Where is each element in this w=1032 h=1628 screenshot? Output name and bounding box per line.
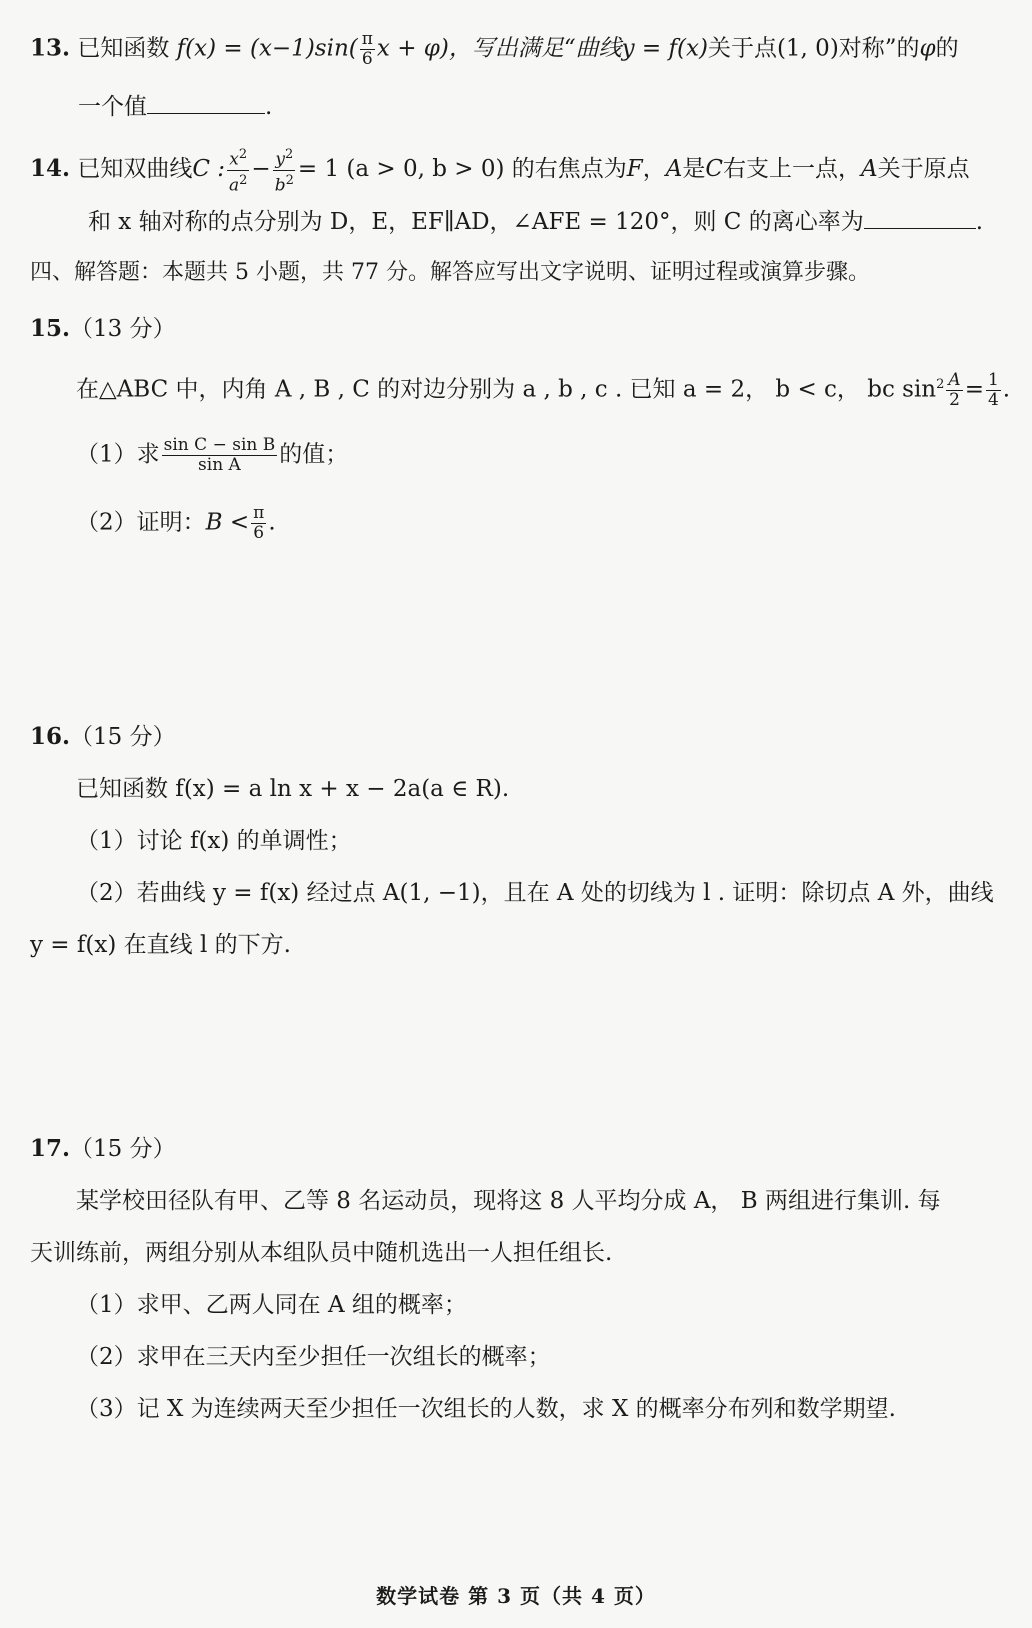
- q15-A: A: [948, 370, 961, 391]
- q14-a: a: [229, 175, 240, 196]
- q15-four: 4: [987, 390, 999, 411]
- q14-eq-tail: = 1 (a > 0, b > 0) 的右焦点为: [297, 156, 627, 183]
- q16-header: [30, 720, 176, 754]
- q17-stem: 某学校田径队有甲、乙等 8 名运动员，现将这 8 人平均分成 A， B 两组进行集训. 每: [76, 1188, 941, 1214]
- q14-line2-text: 和 x 轴对称的点分别为 D，E，EF∥AD，∠AFE = 120°，则 C 的离心率为: [88, 209, 864, 235]
- q14-A: A: [665, 156, 683, 183]
- q13-text-a: 已知函数: [77, 35, 170, 62]
- q16-score: （15 分）: [70, 724, 176, 750]
- q14-F: F: [626, 156, 643, 183]
- q17-part1: （1）求甲、乙两人同在 A 组的概率；: [76, 1292, 467, 1318]
- q14-line2: [88, 205, 983, 239]
- q17-stem-cont: 天训练前，两组分别从本组队员中随机选出一人担任组长.: [30, 1240, 613, 1266]
- q14-text-d: 右支上一点，: [722, 156, 861, 183]
- q15-squared: 2: [936, 377, 945, 392]
- q14-y: y: [275, 149, 285, 170]
- q14-C: C: [705, 156, 723, 183]
- q15-one: 1: [987, 370, 999, 391]
- q15-score: （13 分）: [70, 316, 176, 342]
- q15-part2: [76, 504, 276, 543]
- q13-line1: [30, 30, 959, 69]
- q15-stem-end: .: [1002, 376, 1011, 403]
- q14-line2-end: .: [975, 209, 984, 235]
- page-footer: 数学试卷 第 3 页（共 4 页）: [376, 1584, 656, 1608]
- q14-y2-over-b2: $\frac{y^2}{b^2}$: [274, 147, 294, 196]
- q15-one-quarter: [986, 371, 1001, 410]
- q15-den2: 2: [949, 390, 960, 411]
- q15-A-over-2: [946, 371, 962, 410]
- q13-number: 13.: [30, 34, 71, 62]
- q15-number: 15.: [30, 315, 71, 342]
- q14-curve: C :: [192, 156, 225, 183]
- q15-p1-a: （1）求: [76, 441, 160, 468]
- q15-stem: [76, 368, 1010, 410]
- q15-eq: =: [964, 376, 984, 403]
- q15-header: [30, 312, 176, 346]
- q14-text-c: 是: [682, 156, 706, 183]
- q13-formula-b: x + φ)，写出满足“曲线: [376, 35, 622, 62]
- q15-p2-pi: π: [253, 503, 265, 523]
- q15-p2-b: B <: [205, 509, 250, 536]
- q14-answer-blank[interactable]: [864, 206, 976, 229]
- q14-x: x: [229, 149, 239, 170]
- q16-part2-cont: y = f(x) 在直线 l 的下方.: [30, 932, 291, 958]
- q14-number: 14.: [30, 155, 71, 183]
- q14-line1: 14. 已知双曲线C : $\frac{x^2}{a^2}$ − $\frac{y^2}{b^2}$ = 1 (a > 0, b > 0) 的右焦点为F，A是C右支上一点，A关于原点: [30, 147, 970, 196]
- q14-text-e: 关于原点: [877, 156, 970, 183]
- section-heading: 四、解答题：本题共 5 小题，共 77 分。解答应写出文字说明、证明过程或演算步骤。: [30, 260, 870, 285]
- q14-text-b: ，: [642, 156, 666, 183]
- q13-phi: φ: [919, 35, 936, 62]
- q13-text-c: 的: [935, 35, 959, 62]
- q16-part2: （2）若曲线 y = f(x) 经过点 A(1, −1)，且在 A 处的切线为 l . 证明：除切点 A 外，曲线: [76, 880, 994, 906]
- q15-p2-end: .: [268, 509, 276, 536]
- q13-formula-c: y = f(x): [621, 35, 708, 62]
- q16-number: 16.: [30, 723, 71, 750]
- q17-part3: （3）记 X 为连续两天至少担任一次组长的人数，求 X 的概率分布列和数学期望.: [76, 1396, 896, 1422]
- q14-text-a: 已知双曲线: [77, 156, 193, 183]
- q13-pi-over-6: [360, 30, 375, 69]
- q13-six: 6: [361, 49, 373, 69]
- q15-p1-fraction: [162, 436, 278, 475]
- q15-p2-six: 6: [253, 523, 265, 543]
- q14-A2: A: [860, 156, 878, 183]
- q13-text-b: 关于点(1, 0)对称”的: [707, 35, 920, 62]
- q13-formula-a: f(x) = (x−1)sin(: [176, 35, 358, 62]
- q17-part2: （2）求甲在三天内至少担任一次组长的概率；: [76, 1344, 551, 1370]
- q15-stem-a: 在△ABC 中，内角 A , B , C 的对边分别为 a , b , c . 已知 a = 2， b < c， bc sin: [76, 376, 937, 403]
- q15-part1: [76, 436, 348, 475]
- q17-number: 17.: [30, 1135, 71, 1162]
- q16-stem: 已知函数 f(x) = a ln x + x − 2a(a ∈ R).: [76, 776, 510, 802]
- q15-p2-a: （2）证明：: [76, 509, 206, 536]
- q15-p1-den: sin A: [198, 455, 241, 475]
- q13-answer-blank[interactable]: [147, 91, 265, 114]
- q15-p2-pi-over-6: [251, 504, 266, 543]
- q15-p1-b: 的值；: [279, 441, 349, 468]
- q13-line2-text: 一个值: [78, 94, 147, 120]
- q13-pi: π: [361, 29, 373, 49]
- q14-x2-over-a2: $\frac{x^2}{a^2}$: [229, 147, 248, 196]
- q17-header: [30, 1132, 176, 1166]
- q13-line2: [78, 90, 272, 124]
- q17-score: （15 分）: [70, 1136, 176, 1162]
- q14-b: b: [274, 175, 286, 196]
- q15-p1-num: sin C − sin B: [163, 435, 276, 455]
- q16-part1: （1）讨论 f(x) 的单调性；: [76, 828, 352, 854]
- q13-line2-end: .: [265, 94, 273, 120]
